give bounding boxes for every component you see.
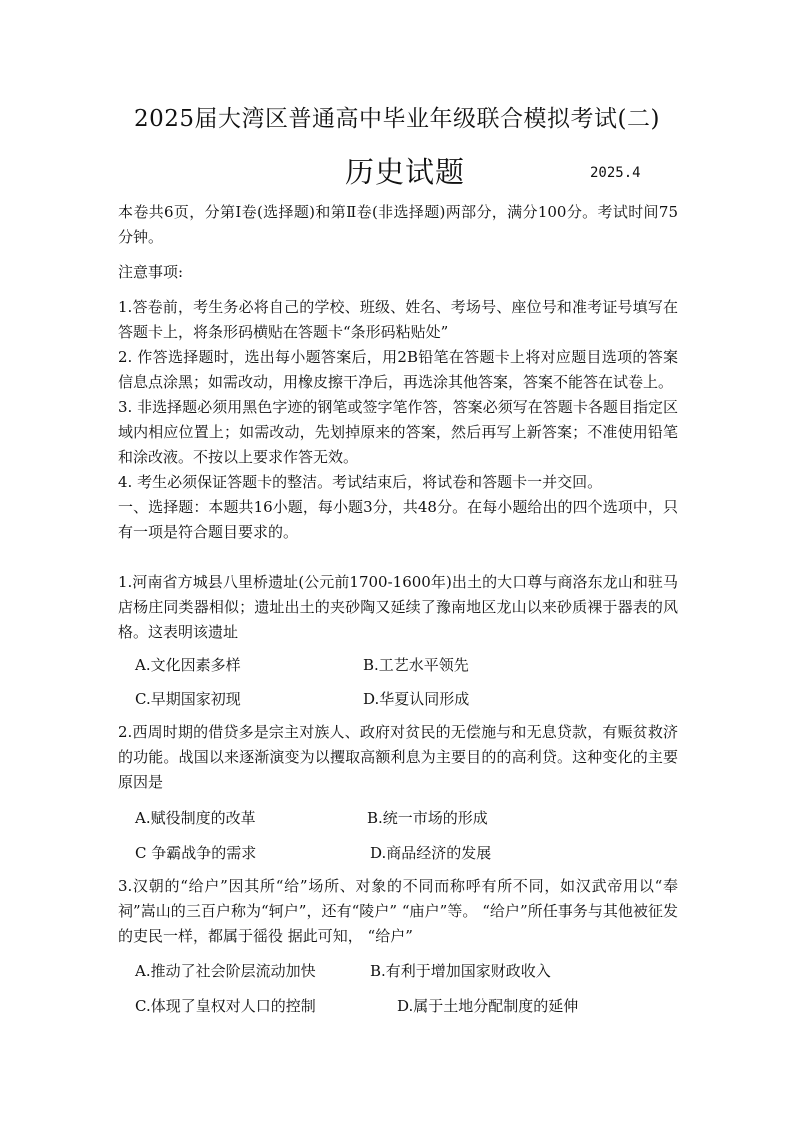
notice-item: 3. 非选择题必须用黑色字迹的钢笔或签字笔作答，答案必须写在答题卡各题目指定区域内相应位置上；如需改动，先划掉原来的答案，然后再写上新答案；不准使用铅笔和涂改液。不按以上要求作答无效。 [118,398,678,466]
question-stem: 2.西周时期的借贷多是宗主对族人、政府对贫民的无偿施与和无息贷款，有赈贫救济的功能。战国以来逐渐演变为以攫取高额利息为主要目的的高利贷。这种变化的主要原因是 [118,723,678,791]
section-intro: 一、选择题：本题共16小题，每小题3分，共48分。在每小题给出的四个选项中，只有一项是符合题目要求的。 [118,498,678,541]
option-c: C 争霸战争的需求 [135,844,257,862]
question-1 [118,570,678,645]
intro-text: 本卷共6页，分第Ⅰ卷(选择题)和第Ⅱ卷(非选择题)两部分，满分100分。考试时间75 分钟。 [118,203,678,246]
notice-item: 4. 考生必须保证答题卡的整洁。考试结束后，将试卷和答题卡一并交回。 [118,473,603,491]
question-2 [118,720,678,795]
option-d: D.华夏认同形成 [363,690,470,708]
exam-title: 2025届大湾区普通高中毕业年级联合模拟考试(二) [134,106,660,132]
option-b: B.工艺水平领先 [363,656,469,674]
subject-title: 历史试题 [345,155,466,189]
notice-heading [118,260,678,285]
notice-item: 1.答卷前，考生务必将自己的学校、班级、姓名、考场号、座位号和准考证号填写在答题卡上，将条形码横贴在答题卡“条形码粘贴处” [118,298,678,341]
option-c: C.体现了皇权对人口的控制 [135,997,316,1015]
question-3 [118,874,678,949]
option-b: B.统一市场的形成 [367,809,488,827]
question-stem: 3.汉朝的“给户”因其所“给”场所、对象的不同而称呼有所不同，如汉武帝用以“奉祠”嵩山的三百户称为“轲户”，还有“陵户” “庙户”等。 “给户”所任事务与其他被征发的吏民一样，都属于徭役 据此可知， “给户” [118,877,678,945]
option-a: A.推动了社会阶层流动加快 [135,962,316,980]
option-c: C.早期国家初现 [135,690,241,708]
notice-list [118,295,678,545]
exam-date: 2025.4 [590,165,641,181]
option-d: D.商品经济的发展 [370,844,492,862]
intro-paragraph [118,200,678,250]
option-a: A.赋役制度的改革 [135,809,256,827]
option-b: B.有利于增加国家财政收入 [370,962,551,980]
notice-item: 2. 作答选择题时，选出每小题答案后，用2B铅笔在答题卡上将对应题目选项的答案信息点涂黑；如需改动，用橡皮擦干净后，再选涂其他答案，答案不能答在试卷上。 [118,348,678,391]
option-a: A.文化因素多样 [135,656,241,674]
question-stem: 1.河南省方城县八里桥遗址(公元前1700-1600年)出土的大口尊与商洛东龙山和驻马店杨庄同类器相似；遗址出土的夹砂陶又延续了豫南地区龙山以来砂质裸于器表的风格。这表明该遗址 [118,573,678,641]
option-d: D.属于土地分配制度的延伸 [397,997,579,1015]
notice-heading-text: 注意事项: [118,263,184,281]
